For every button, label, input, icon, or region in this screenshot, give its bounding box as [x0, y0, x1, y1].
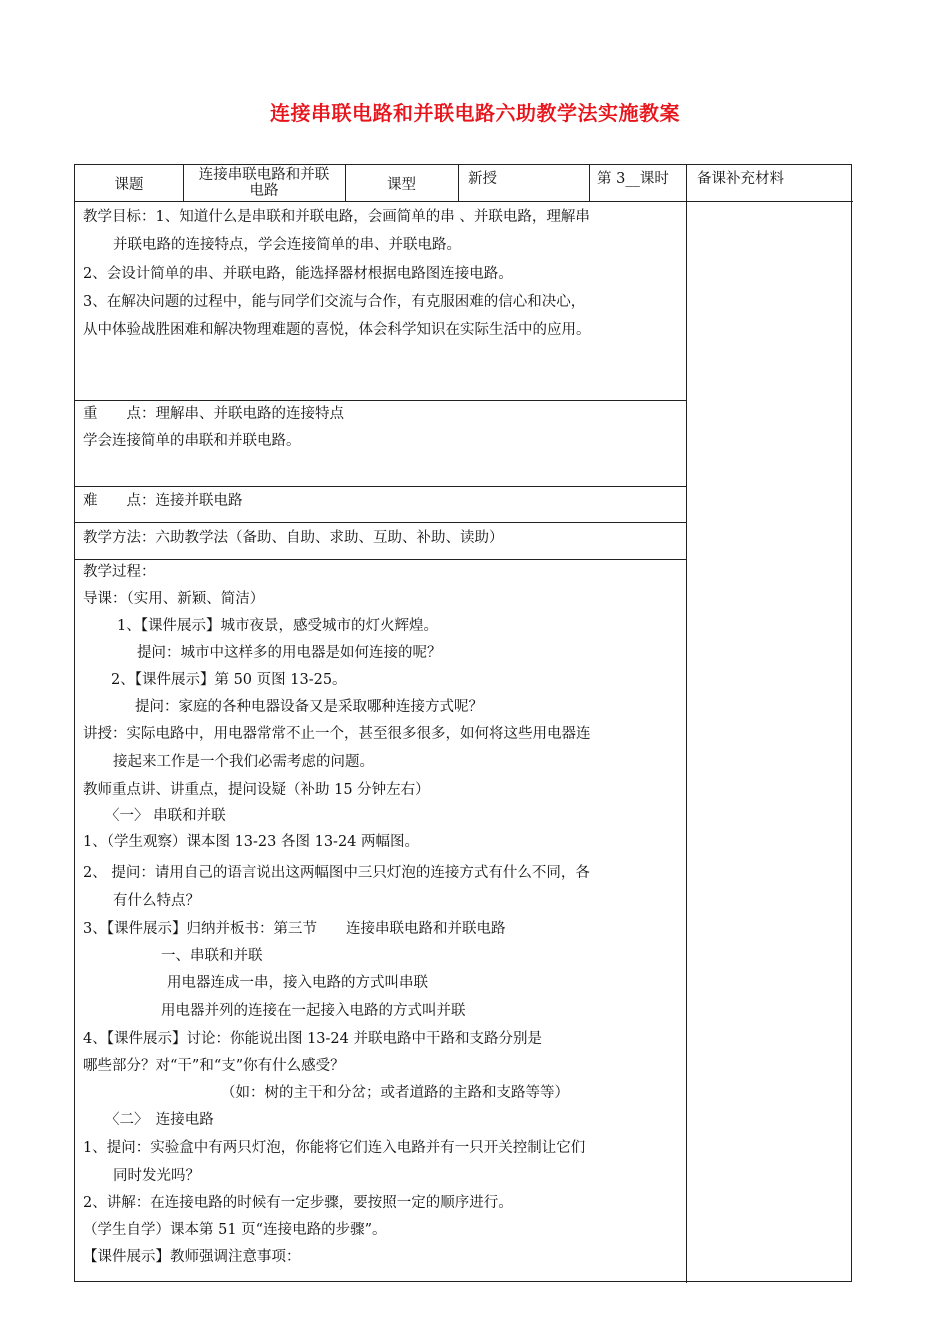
process-line: 教师重点讲、讲重点，提问设疑（补助 15 分钟左右） — [83, 782, 430, 798]
row-divider-header — [75, 201, 853, 202]
row-divider-method — [75, 559, 686, 560]
objectives-line: 3、在解决问题的过程中，能与同学们交流与合作，有克服困难的信心和决心， — [83, 294, 586, 310]
col-divider-3 — [458, 165, 459, 202]
process-line: 用电器连成一串，接入电路的方式叫串联 — [167, 975, 428, 991]
header-supplement: 备课补充材料 — [697, 171, 784, 187]
process-line: 【课件展示】教师强调注意事项： — [83, 1249, 301, 1265]
header-type-label: 课型 — [387, 177, 416, 193]
process-line: 接起来工作是一个我们必需考虑的问题。 — [113, 754, 374, 770]
process-line: （如：树的主干和分岔；或者道路的主路和支路等等） — [221, 1085, 569, 1101]
row-divider-difficulty — [75, 522, 686, 523]
process-line: 2、 提问：请用自己的语言说出这两幅图中三只灯泡的连接方式有什么不同，各 — [83, 865, 590, 881]
process-line: 1、【课件展示】城市夜景，感受城市的灯火辉煌。 — [117, 618, 438, 634]
process-line: 3、【课件展示】归纳并板书：第三节 连接串联电路和并联电路 — [83, 921, 506, 937]
process-line: 讲授：实际电路中，用电器常常不止一个，甚至很多很多，如何将这些用电器连 — [83, 726, 591, 742]
keypoints-line: 重 点：理解串、并联电路的连接特点 — [83, 406, 344, 422]
keypoints-line: 学会连接简单的串联和并联电路。 — [83, 433, 301, 449]
col-divider-main — [686, 165, 687, 1283]
process-line: 教学过程： — [83, 564, 156, 580]
process-line: （学生自学）课本第 51 页“连接电路的步骤”。 — [83, 1222, 387, 1238]
col-divider-4 — [589, 165, 590, 202]
lesson-plan-table — [74, 164, 852, 1282]
objectives-line: 2、会设计简单的串、并联电路，能选择器材根据电路图连接电路。 — [83, 266, 513, 282]
header-subject-value-line2: 电路 — [249, 183, 279, 199]
row-divider-keypoints — [75, 486, 686, 487]
header-subject-label: 课题 — [114, 177, 144, 193]
process-line: 〈二〉 连接电路 — [105, 1112, 214, 1128]
objectives-line: 教学目标：1、知道什么是串联和并联电路，会画简单的串 、并联电路，理解串 — [83, 209, 590, 225]
process-line: 1、提问：实验盒中有两只灯泡，你能将它们连入电路并有一只开关控制让它们 — [83, 1140, 586, 1156]
row-divider-objectives — [75, 400, 686, 401]
process-line: 2、【课件展示】第 50 页图 13-25。 — [111, 672, 347, 688]
header-subject-value — [183, 167, 345, 199]
process-line: 一、串联和并联 — [161, 948, 263, 964]
objectives-line: 从中体验战胜困难和解决物理难题的喜悦，体会科学知识在实际生活中的应用。 — [83, 322, 591, 338]
header-subject-value-line1: 连接串联电路和并联 — [198, 167, 330, 183]
header-period: 第 3__课时 — [597, 171, 669, 187]
process-line: 导课：（实用、新颖、简洁） — [83, 591, 265, 607]
process-line: 4、【课件展示】讨论：你能说出图 13-24 并联电路中干路和支路分别是 — [83, 1031, 542, 1047]
process-line: 1、（学生观察）课本图 13-23 各图 13-24 两幅图。 — [83, 834, 420, 850]
process-line: 用电器并列的连接在一起接入电路的方式叫并联 — [161, 1003, 466, 1019]
process-line: 〈一〉 串联和并联 — [105, 808, 226, 824]
objectives-line: 并联电路的连接特点，学会连接简单的串、并联电路。 — [113, 237, 461, 253]
process-line: 同时发光吗？ — [113, 1168, 200, 1184]
process-line: 有什么特点？ — [113, 893, 200, 909]
document-title: 连接串联电路和并联电路六助教学法实施教案 — [270, 101, 680, 125]
method-line: 教学方法：六助教学法（备助、自助、求助、互助、补助、读助） — [83, 530, 504, 546]
process-line: 哪些部分？对“干”和“支”你有什么感受？ — [83, 1058, 345, 1074]
difficulty-line: 难 点：连接并联电路 — [83, 493, 243, 509]
process-line: 提问：城市中这样多的用电器是如何连接的呢？ — [137, 645, 442, 661]
process-line: 提问：家庭的各种电器设备又是采取哪种连接方式呢？ — [135, 699, 483, 715]
process-line: 2、讲解：在连接电路的时候有一定步骤，要按照一定的顺序进行。 — [83, 1195, 513, 1211]
header-type-value: 新授 — [468, 171, 497, 187]
